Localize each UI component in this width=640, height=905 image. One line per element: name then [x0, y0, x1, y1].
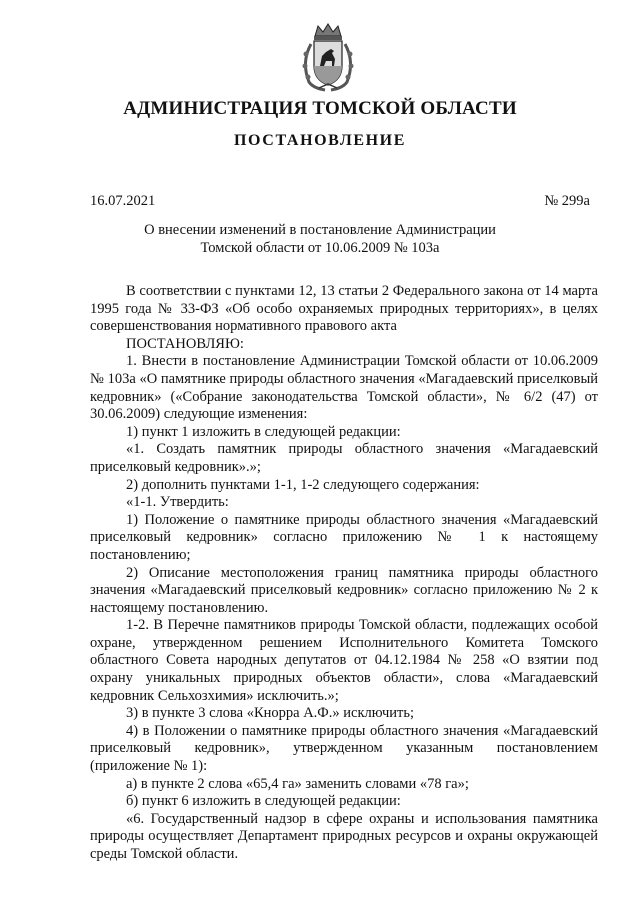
paragraph: 1. Внести в постановление Администрации Томской области от 10.06.2009 № 103а «О памятнике природы областного значения «Магадаевский приселковый кедровник» («Собрание законодательства Томской области», № 6/2 (47) от 30.06.2009) следующие изменения: — [90, 353, 598, 423]
document-number: № 299а — [544, 193, 590, 209]
document-type-title: ПОСТАНОВЛЕНИЕ — [234, 132, 406, 149]
subject-line: О внесении изменений в постановление Администрации — [144, 222, 496, 238]
paragraph: В соответствии с пунктами 12, 13 статьи 2 Федерального закона от 14 марта 1995 года № 33-ФЗ «Об особо охраняемых природных территориях», в целях совершенствования нормативного правового акта — [90, 283, 598, 335]
document-body — [90, 283, 598, 864]
organization-name: АДМИНИСТРАЦИЯ ТОМСКОЙ ОБЛАСТИ — [123, 98, 517, 119]
paragraph: б) пункт 6 изложить в следующей редакции: — [126, 793, 401, 810]
paragraph: 1) пункт 1 изложить в следующей редакции: — [126, 423, 401, 440]
paragraph: 4) в Положении о памятнике природы областного значения «Магадаевский приселковый кедровник», утвержденном указанным постановлением (приложение № 1): — [90, 722, 598, 775]
paragraph: «6. Государственный надзор в сфере охраны и использования памятника природы осуществляет Департамент природных ресурсов и охраны окружающей среды Томской области. — [90, 810, 598, 862]
paragraph-resolution-word: ПОСТАНОВЛЯЮ: — [126, 335, 244, 352]
paragraph: а) в пункте 2 слова «65,4 га» заменить словами «78 га»; — [126, 775, 469, 792]
paragraph: 1-2. В Перечне памятников природы Томской области, подлежащих особой охране, утвержденном решением Исполнительного Комитета Томского областного Совета народных депутатов от 04.12.1984 № 258 «О взятии под охрану уникальных природных объектов области», слова «Магадаевский кедровник Сельхозхимия» исключить.»; — [90, 617, 598, 704]
paragraph: 1) Положение о памятнике природы областного значения «Магадаевский приселковый кедровник» согласно приложению № 1 к настоящему постановлению; — [90, 511, 598, 563]
paragraph: 3) в пункте 3 слова «Кнорра А.Ф.» исключить; — [126, 705, 415, 722]
document-subject — [0, 221, 640, 257]
paragraph: «1-1. Утвердить: — [126, 494, 229, 511]
paragraph: 2) Описание местоположения границ памятника природы областного значения «Магадаевский приселковый кедровник» согласно приложению № 2 к настоящему постановлению. — [90, 564, 598, 616]
tomsk-region-coat-of-arms-icon — [299, 22, 357, 92]
document-date: 16.07.2021 — [90, 193, 156, 209]
subject-line: Томской области от 10.06.2009 № 103а — [200, 240, 440, 256]
paragraph: «1. Создать памятник природы областного значения «Магадаевский приселковый кедровник».»; — [90, 441, 598, 475]
paragraph: 2) дополнить пунктами 1-1, 1-2 следующего содержания: — [126, 476, 480, 493]
